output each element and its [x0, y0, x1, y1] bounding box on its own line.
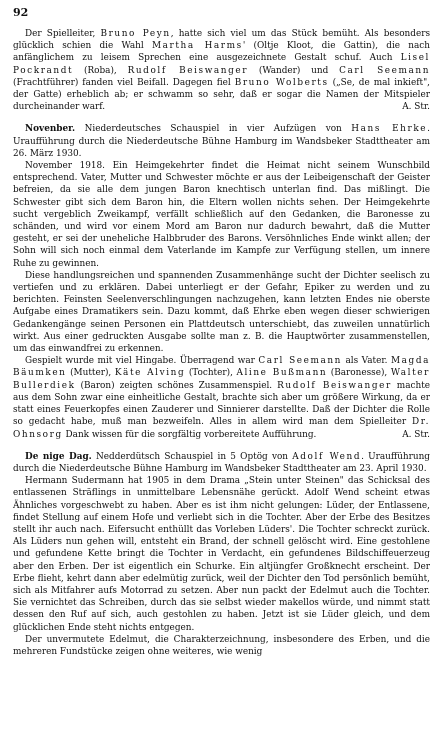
- text-run: (Baronesse),: [327, 368, 391, 379]
- text-run: machte aus dem Sohn zwar eine einheitliche Gestalt, brachte sich aber um größere Wirkung, da er statt eines Feuerkopfes einen Zauderer und Sinnierer darstellte. Daß der Dichter die Rolle so gedacht habe, muß man bezweifeln. Alles in allem wird man dem Spielleiter: [13, 380, 431, 428]
- text-run: . Uraufführung durch die Niederdeutsche Bühne Hamburg im Wandsbeker Stadttheater am 26. März 1930.: [13, 124, 430, 159]
- text-run: , hatte sich viel um das Stück bemüht. Als besonders glücklich schien die Wahl: [13, 29, 430, 52]
- signature: A. Str.: [402, 102, 430, 113]
- person-name: Walter Bullerdiek: [13, 368, 430, 391]
- text-run: („Se, de mal inkieft", der Gatte) erheblich ab; er schwamm so sehr, daß er sogar die Namen der Mitspieler durcheinander warf.: [13, 77, 430, 113]
- text-run: (Wander) und: [248, 65, 340, 76]
- person-name: Dr. Ohnsorg: [13, 417, 430, 440]
- person-name: Aline Bußmann: [236, 368, 328, 379]
- person-name: Rudolf Beiswanger: [277, 380, 392, 391]
- person-name: Martha Harms: [151, 41, 243, 52]
- review-2-body-3: [13, 355, 430, 440]
- page-number: 92: [13, 6, 29, 19]
- text-run: (Mutter),: [66, 368, 115, 379]
- person-name: Magda Bäumken: [13, 356, 430, 379]
- text-run: (Baron) zeigten schönes Zusammenspiel.: [75, 380, 278, 391]
- review-2-body-1: November 1918. Ein Heimgekehrter findet die Heimat nicht seinem Wunschbild entsprechend. Vater, Mutter und Schwester möchte er aus der Leibeigenschaft der Geister befreien, da sie alle dem jungen Baron knechtisch unterlan find. Das mißlingt. Die Schwester gibt sich dem Baron hin, die Eltern wollen nichts sehen. Der Heimgekehrte sucht vergeblich Zweikampf, verfällt schließlich auf den Gedanken, die Baronesse zu schänden, und wird vor einem Mord am Baron nur dadurch bewahrt, daß die Mutter gesteht, er sei der uneheliche Halbbruder des Barons. Versöhnliches Ende winkt allen; der Sohn will sich noch einmal dem Vaterlande im Kampfe zur Verfügung stellen, um innere Ruhe zu gewinnen.: [13, 161, 430, 269]
- play-title: De nige Dag.: [25, 451, 92, 462]
- author-name: Adolf Wend: [292, 451, 362, 462]
- review-2-body-2: Diese handlungsreichen und spannenden Zusammenhänge sucht der Dichter seelisch zu vertiefen und zu erklären. Dabei unterliegt er der Gefahr, Epiker zu werden und zu berichten. Feinsten Seelenverschlingungen nachzugehen, kann letzten Endes nie oberste Aufgabe eines Dramatikers sein. Dazu kommt, daß Ehrke eben wegen dieser schwierigen Gedankengänge seinen Personen ein Plattdeutsch unterschiebt, das zuweilen unnatürlich wirkt. Aus einer gedruckten Ausgabe sollte man z. B. die Hauptwörter zusammenstellen, um das einwandfrei zu erkennen.: [13, 270, 430, 355]
- review-3-body-1: Hermann Sudermann hat 1905 in dem Drama „Stein unter Steinen" das Schicksal des entlassenen Sträflings in unmittelbare Lebensnähe gerückt. Adolf Wend scheint etwas Ähnliches vorgeschwebt zu haben. Aber es ist ihm nicht gelungen: Lüder, der Entlassene, findet Stellung auf einem Hofe und verliebt sich in die Tochter. Aber der Erbe des Besitzes stellt ihr auch nach. Eifersucht enthüllt das Vorleben Lüders'. Die Tochter schreckt zurück. Als Lüders nun gehen will, entsteht ein Brand, der schnell gelöscht wird. Eine gestohlene und gefundene Kette bringt die Tochter in Verdacht, ein gefundenes Bildschiffeuerzeug aber den Erben. Der ist eigentlich ein Schurke. Ein altjüngfer Großknecht erscheint. Der Erbe flieht, kehrt dann aber edelmütig zurück, weil der Dichter den Tod persönlich bemüht, sich als Mitfahrer aufs Motorrad zu setzen. Aber nun packt der Edelmut auch die Tochter. Sie vernichtet das Schreiben, durch das sie selbst wieder makellos würde, und nimmt statt dessen den Ruf auf sich, auch gestohlen zu haben. Jetzt ist sie Lüder gleich, und dem glücklichen Ende steht nichts entgegen.: [13, 476, 430, 633]
- text-run: Nedderdütsch Schauspiel in 5 Optög von: [91, 451, 293, 462]
- text-run: Gespielt wurde mit viel Hingabe. Überragend war: [25, 356, 259, 367]
- author-name: Hans Ehrke: [351, 124, 428, 135]
- review-heading-2: [13, 123, 430, 160]
- person-name: Lisel Pockrandt: [13, 53, 430, 76]
- person-name: Bruno Peyn: [100, 29, 171, 39]
- review-3-body-2: Der unvermutete Edelmut, die Charakterzeichnung, insbesondere des Erben, und die mehreren Fundstücke zeigen ohne weiteres, wie wenig: [13, 634, 430, 657]
- text-run: Dank wissen für die sorgfältig vorbereitete Aufführung.: [62, 429, 317, 440]
- play-title: Novenber.: [25, 124, 76, 135]
- text-run: (Frachtführer) fanden viel Beifall. Dagegen fiel: [13, 77, 235, 88]
- text-run: (Roba),: [73, 65, 128, 76]
- person-name: Bruno Wolberts: [234, 77, 329, 88]
- person-name: Käte Alving: [114, 368, 186, 379]
- person-name: Rudolf Beiswanger: [127, 65, 249, 76]
- review-heading-3: [13, 451, 430, 475]
- person-name: Carl Seemann: [258, 356, 342, 367]
- text-run: Niederdeutsches Schauspiel in vier Aufzügen von: [75, 124, 352, 135]
- review-paragraph-1: [13, 28, 430, 113]
- text-run: als Vater.: [342, 356, 391, 367]
- text-run: . Uraufführung durch die Niederdeutsche Bühne Hamburg im Wandsbeker Stadttheater am 23. April 1930.: [13, 451, 430, 474]
- signature: A. Str.: [402, 429, 430, 440]
- text-run: Der Spielleiter,: [25, 29, 101, 39]
- text-run: (Tochter),: [185, 368, 237, 379]
- person-name: Carl Seemann: [339, 65, 431, 76]
- text-run: ' (Oltje Kloot, die Gattin), die nach anfänglichem zu leisem Sprechen eine ausgezeichnete Gestalt schuf. Auch: [13, 41, 430, 64]
